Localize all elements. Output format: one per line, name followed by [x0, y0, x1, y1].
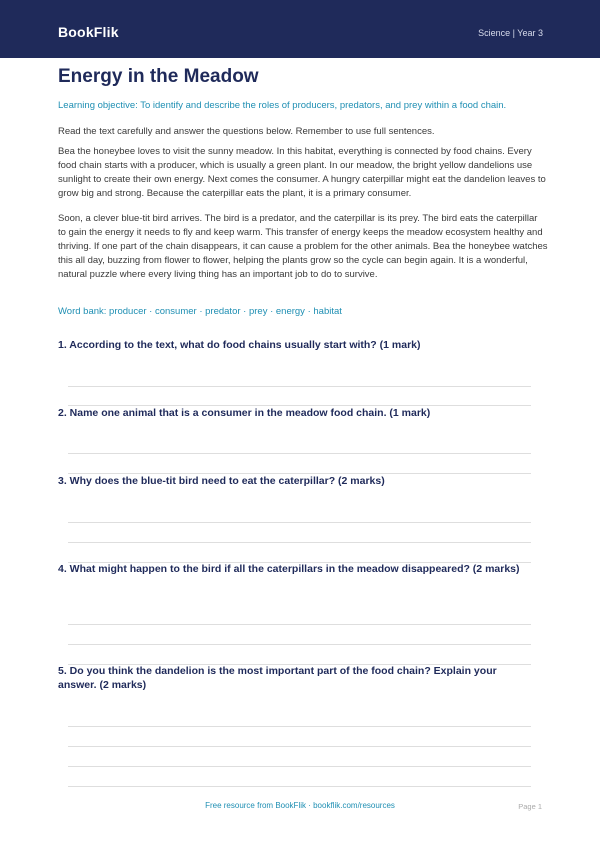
learning-objective: Learning objective: To identify and describe the roles of producers, predators, and prey within a food chain.	[58, 100, 507, 111]
answer-line[interactable]	[68, 386, 531, 387]
answer-line[interactable]	[68, 766, 531, 767]
reading-paragraph-1: Bea the honeybee loves to visit the sunny meadow. In this habitat, everything is connected by food chains. Every food chain starts with a producer, which is usually a green plant. In our meadow, the bright yellow dandelions use sunlight to create their own energy. Next comes the consumer. A hungry caterpillar might eat the dandelion leaves to grow big and strong. Because the caterpillar eats the plant, it is a primary consumer.	[58, 146, 546, 199]
page-title: Energy in the Meadow	[58, 66, 259, 87]
word-bank: Word bank: producer · consumer · predator · prey · energy · habitat	[58, 306, 342, 317]
reading-paragraph-2: Soon, a clever blue-tit bird arrives. The bird is a predator, and the caterpillar is its prey. The bird eats the caterpillar to gain the energy it needs to fly and keep warm. This transfer of energy keeps the meadow ecosystem healthy and thriving. If one part of the chain disappears, it can cause a problem for the other animals. Bea the honeybee watches this all day, buzzing from flower to flower, helping the plants grow so the cycle can begin again. It is a wonderful, natural puzzle where every living thing has an important job to do to survive.	[58, 213, 548, 280]
question-2: 2. Name one animal that is a consumer in the meadow food chain. (1 mark)	[58, 407, 431, 419]
header-bar	[0, 0, 600, 58]
instructions: Read the text carefully and answer the questions below. Remember to use full sentences.	[58, 126, 435, 137]
question-4: 4. What might happen to the bird if all the caterpillars in the meadow disappeared? (2 marks)	[58, 563, 520, 575]
answer-line[interactable]	[68, 522, 531, 523]
answer-line[interactable]	[68, 644, 531, 645]
brand-logo: BookFlik	[58, 24, 119, 40]
answer-line[interactable]	[68, 746, 531, 747]
subject-label: Science | Year 3	[478, 28, 543, 38]
page-number: Page 1	[518, 802, 542, 811]
answer-line[interactable]	[68, 786, 531, 787]
question-1: 1. According to the text, what do food chains usually start with? (1 mark)	[58, 339, 421, 351]
answer-line[interactable]	[68, 726, 531, 727]
footer-credit: Free resource from BookFlik · bookflik.com/resources	[205, 801, 395, 810]
question-5: 5. Do you think the dandelion is the most important part of the food chain? Explain your answer. (2 marks)	[58, 665, 497, 691]
answer-line[interactable]	[68, 624, 531, 625]
answer-line[interactable]	[68, 542, 531, 543]
answer-line[interactable]	[68, 453, 531, 454]
question-3: 3. Why does the blue-tit bird need to eat the caterpillar? (2 marks)	[58, 475, 385, 487]
